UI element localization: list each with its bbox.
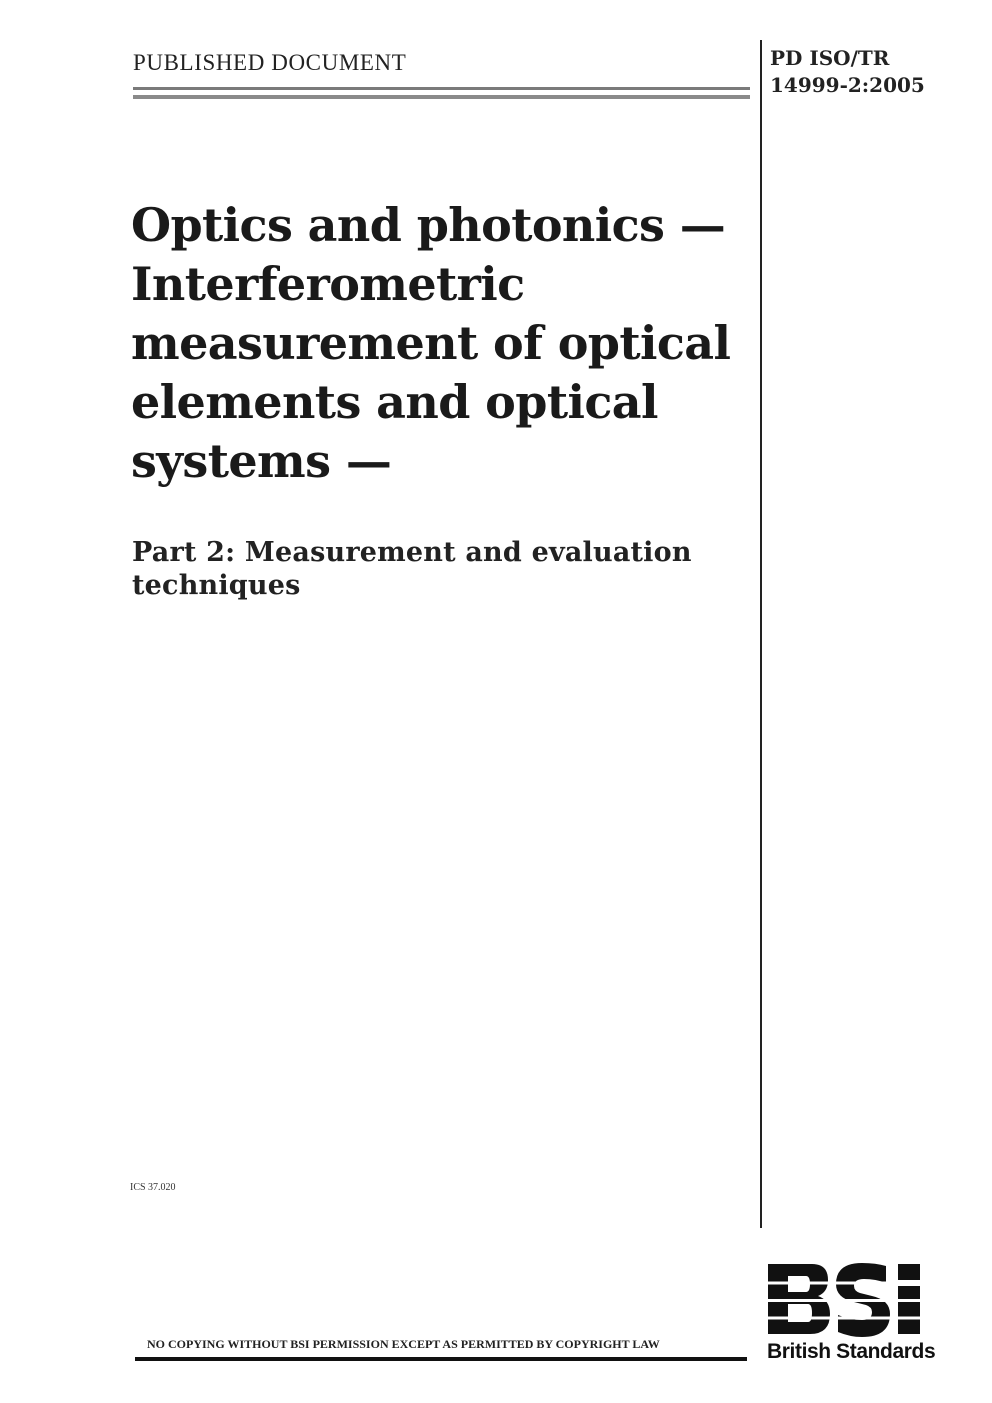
header-rule-thick <box>133 95 750 99</box>
copyright-notice: NO COPYING WITHOUT BSI PERMISSION EXCEPT AS PERMITTED BY COPYRIGHT LAW <box>147 1337 660 1351</box>
subtitle-line: Part 2: Measurement and evaluation <box>132 537 692 568</box>
document-number <box>770 45 925 99</box>
title-line: Interferometric <box>131 257 525 311</box>
title-line: systems — <box>131 434 392 488</box>
document-number-line-1: PD ISO/TR <box>770 46 890 70</box>
document-number-line-2: 14999-2:2005 <box>770 73 925 97</box>
subtitle-line: techniques <box>132 570 301 601</box>
document-title <box>131 196 756 491</box>
footer-rule <box>135 1357 747 1361</box>
publication-type-label: PUBLISHED DOCUMENT <box>133 50 407 75</box>
title-line: measurement of optical <box>131 316 731 370</box>
vertical-divider <box>760 40 762 1228</box>
bsi-logo-mark <box>766 1262 944 1340</box>
title-line: elements and optical <box>131 375 658 429</box>
ics-code: ICS 37.020 <box>130 1182 176 1193</box>
document-subtitle <box>132 536 692 602</box>
header-rule-thin <box>133 87 750 90</box>
title-line: Optics and photonics — <box>131 198 726 252</box>
bsi-brand-text: British Standards <box>767 1340 936 1363</box>
header-rule <box>133 87 750 99</box>
bsi-logo <box>766 1262 944 1367</box>
